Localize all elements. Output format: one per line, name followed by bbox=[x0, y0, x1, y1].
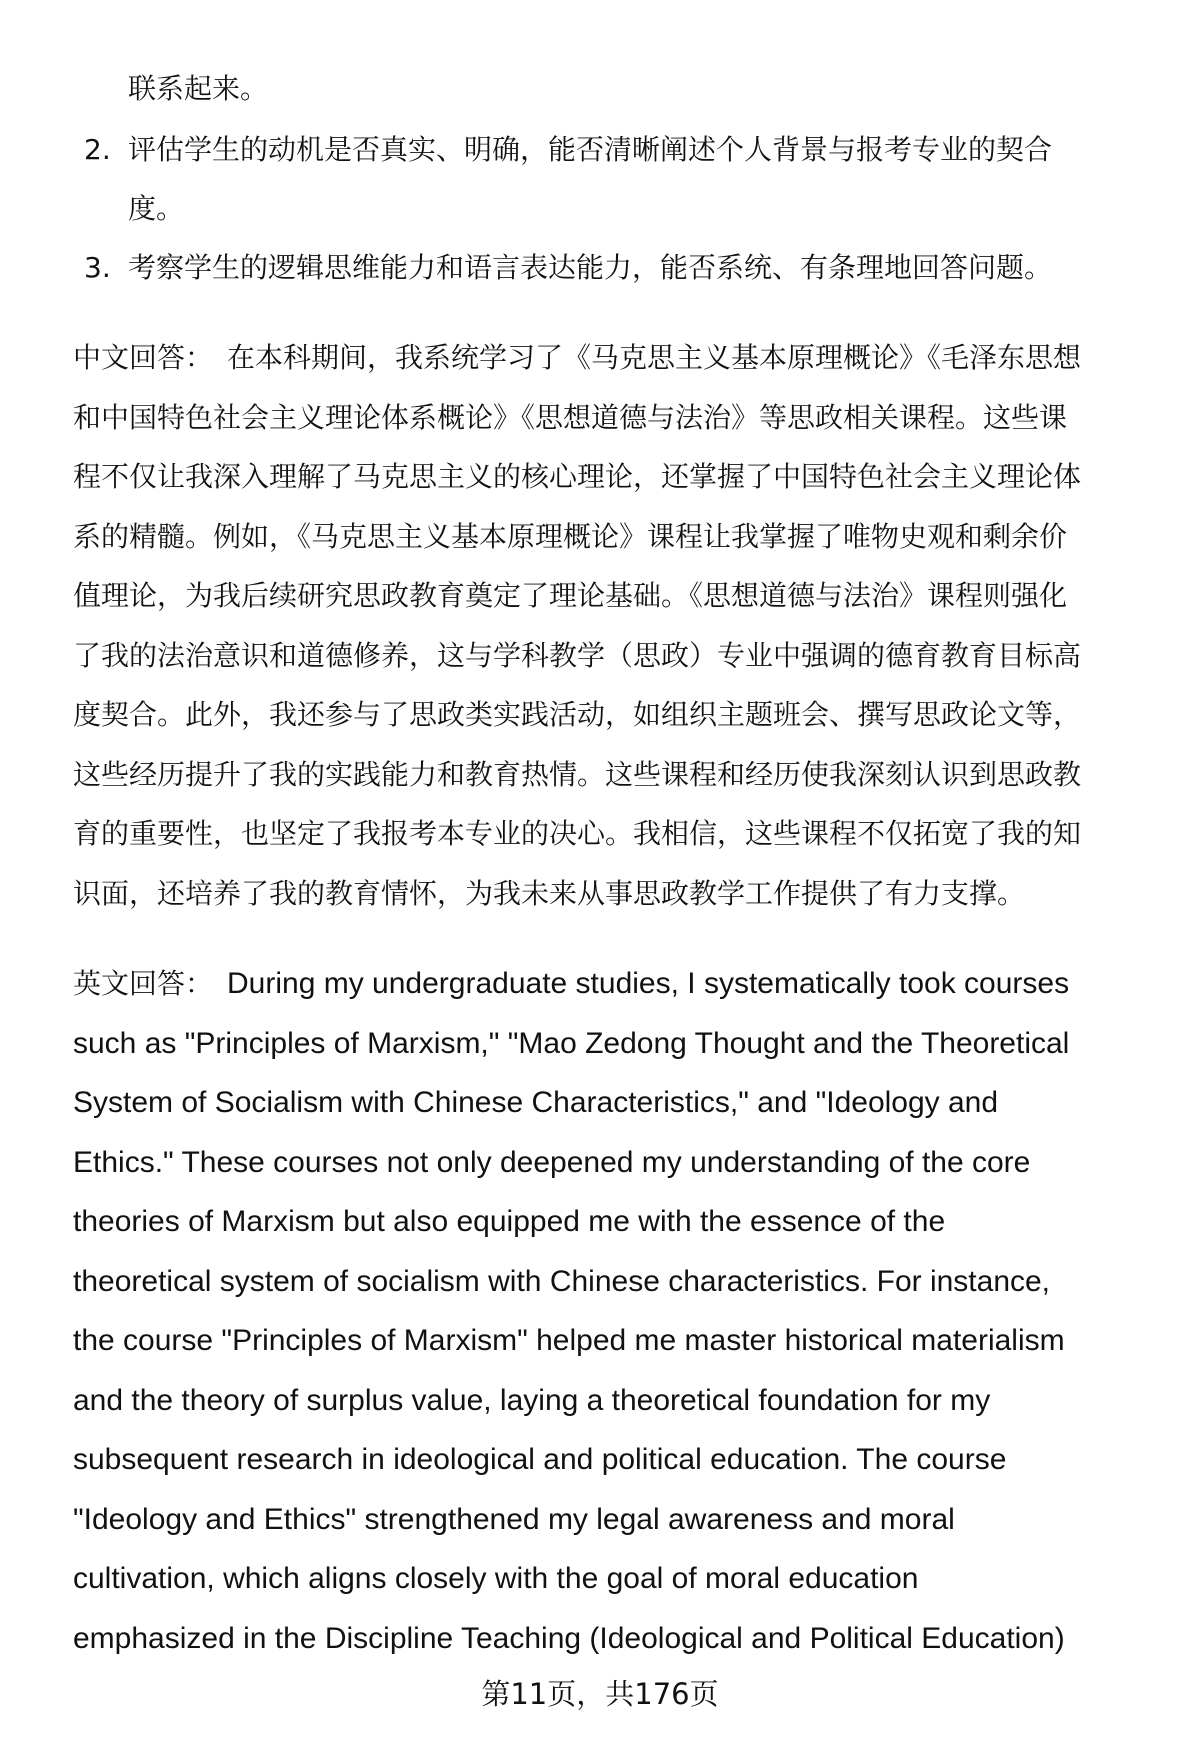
paragraph-line: 育的重要性，也坚定了我报考本专业的决心。我相信，这些课程不仅拓宽了我的知 bbox=[73, 817, 1082, 850]
list-number: 2. bbox=[84, 133, 111, 166]
paragraph-line: such as "Principles of Marxism," "Mao Zedong Thought and the Theoretical bbox=[73, 1026, 1070, 1060]
paragraph-line: theoretical system of socialism with Chinese characteristics. For instance, bbox=[73, 1264, 1051, 1298]
page-number: 第11页，共176页 bbox=[481, 1677, 719, 1711]
paragraph-line bbox=[73, 338, 1081, 378]
paragraph-line: emphasized in the Discipline Teaching (Ideological and Political Education) bbox=[73, 1621, 1065, 1655]
paragraph-line: Ethics." These courses not only deepened my understanding of the core bbox=[73, 1145, 1031, 1179]
paragraph-text: During my undergraduate studies, I systematically took courses bbox=[227, 967, 1070, 1000]
paragraph-line: 和中国特色社会主义理论体系概论》《思想道德与法治》等思政相关课程。这些课 bbox=[73, 400, 1068, 434]
paragraph-text: 在本科期间，我系统学习了《马克思主义基本原理概论》《毛泽东思想 bbox=[227, 341, 1082, 374]
list-number: 3. bbox=[84, 251, 111, 284]
list-continuation: 联系起来。 bbox=[128, 72, 269, 105]
paragraph-line: 值理论，为我后续研究思政教育奠定了理论基础。《思想道德与法治》课程则强化 bbox=[73, 579, 1068, 612]
paragraph-line: 程不仅让我深入理解了马克思主义的核心理论，还掌握了中国特色社会主义理论体 bbox=[73, 460, 1082, 493]
list-item-line: 考察学生的逻辑思维能力和语言表达能力，能否系统、有条理地回答问题。 bbox=[128, 251, 1053, 284]
paragraph-line: "Ideology and Ethics" strengthened my legal awareness and moral bbox=[73, 1502, 955, 1536]
paragraph-line: theories of Marxism but also equipped me with the essence of the bbox=[73, 1205, 946, 1238]
paragraph-line bbox=[73, 964, 1069, 1004]
paragraph-line: and the theory of surplus value, laying a theoretical foundation for my bbox=[73, 1383, 991, 1417]
paragraph-line: subsequent research in ideological and political education. The course bbox=[73, 1443, 1007, 1476]
paragraph-line: 度契合。此外，我还参与了思政类实践活动，如组织主题班会、撰写思政论文等， bbox=[73, 698, 1082, 731]
list-item-line: 度。 bbox=[128, 192, 185, 225]
answer-label: 英文回答： bbox=[73, 967, 214, 1000]
answer-label: 中文回答： bbox=[73, 341, 214, 374]
paragraph-line: 识面，还培养了我的教育情怀，为我未来从事思政教学工作提供了有力支撑。 bbox=[73, 876, 1026, 910]
paragraph-line: 系的精髓。例如，《马克思主义基本原理概论》课程让我掌握了唯物史观和剩余价 bbox=[73, 519, 1068, 553]
paragraph-line: cultivation, which aligns closely with the goal of moral education bbox=[73, 1562, 919, 1595]
list-item-line: 评估学生的动机是否真实、明确，能否清晰阐述个人背景与报考专业的契合 bbox=[128, 133, 1053, 166]
paragraph-line: the course "Principles of Marxism" helped me master historical materialism bbox=[73, 1324, 1065, 1357]
paragraph-line: 这些经历提升了我的实践能力和教育热情。这些课程和经历使我深刻认识到思政教 bbox=[73, 757, 1082, 791]
paragraph-line: System of Socialism with Chinese Characteristics," and "Ideology and bbox=[73, 1086, 999, 1119]
paragraph-line: 了我的法治意识和道德修养，这与学科教学（思政）专业中强调的德育教育目标高 bbox=[73, 638, 1082, 672]
